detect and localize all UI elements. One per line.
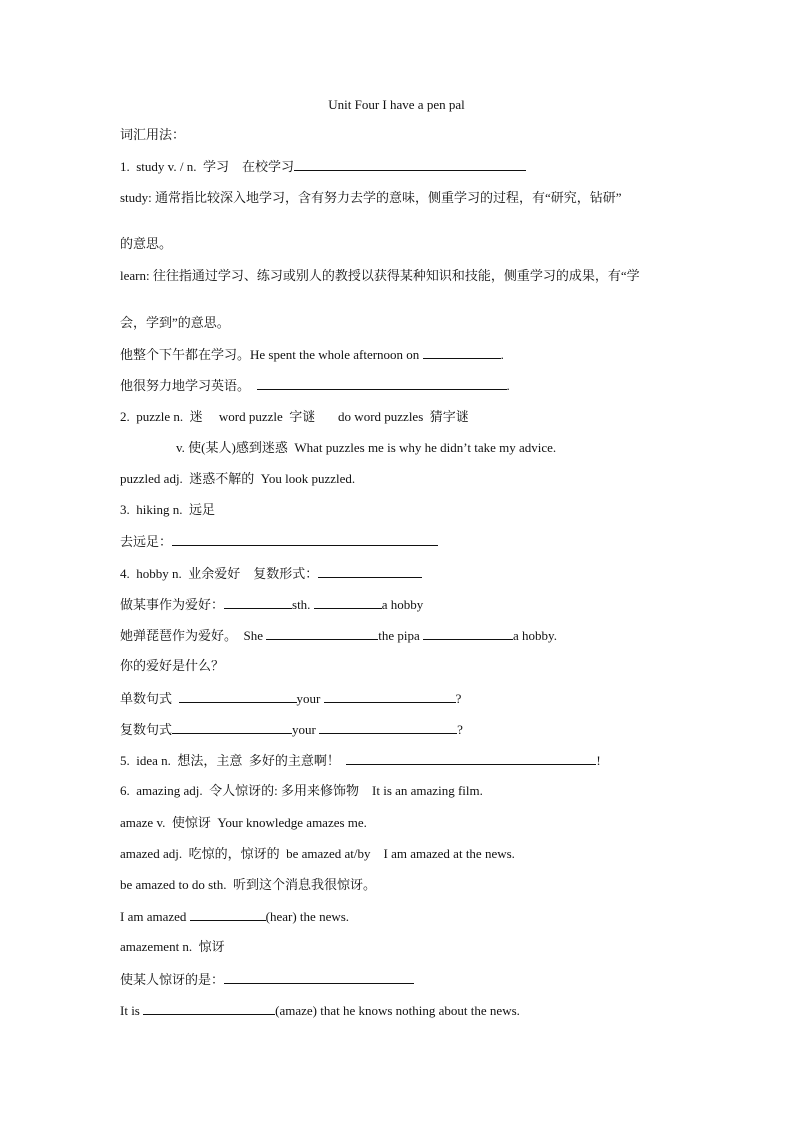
text-line: study: 通常指比较深入地学习，含有努力去学的意味，侧重学习的过程，有“研究，钻研” (120, 190, 622, 205)
answer-blank[interactable] (224, 596, 292, 609)
answer-blank[interactable] (224, 971, 414, 984)
text-line: 她弹琵琶作为爱好。 She the pipa a hobby. (120, 628, 557, 643)
answer-blank[interactable] (172, 721, 292, 734)
text-line: I am amazed (hear) the news. (120, 909, 350, 924)
text-line: 会，学到”的意思。 (120, 315, 230, 330)
text-line: 的意思。 (120, 236, 173, 251)
text-line: be amazed to do sth. 听到这个消息我很惊讶。 (120, 877, 376, 892)
answer-blank[interactable] (294, 158, 526, 171)
text-line: 5. idea n. 想法，主意 多好的主意啊！ ! (120, 753, 601, 768)
text-line: 3. hiking n. 远足 (120, 502, 215, 517)
text-line: amazed adj. 吃惊的，惊讶的 be amazed at/by I am amazed at the news. (120, 846, 515, 861)
answer-blank[interactable] (346, 752, 596, 765)
text-line: amaze v. 使惊讶 Your knowledge amazes me. (120, 815, 367, 830)
text-line: 使某人惊讶的是： (120, 971, 414, 988)
answer-blank[interactable] (179, 690, 297, 703)
text-line: 他很努力地学习英语。 . (120, 378, 510, 393)
answer-blank[interactable] (190, 908, 266, 921)
text-line: 复数句式 your ? (120, 722, 463, 737)
answer-blank[interactable] (266, 627, 378, 640)
text-line: puzzled adj. 迷惑不解的 You look puzzled. (120, 471, 356, 486)
answer-blank[interactable] (314, 596, 382, 609)
text-line: 4. hobby n. 业余爱好 复数形式： (120, 565, 422, 582)
answer-blank[interactable] (319, 721, 457, 734)
text-line: 去远足： (120, 533, 438, 550)
answer-blank[interactable] (318, 565, 422, 578)
text-line: 1. study v. / n. 学习 在校学习 (120, 158, 526, 175)
text-line: 做某事作为爱好： sth. a hobby (120, 597, 424, 612)
answer-blank[interactable] (143, 1002, 275, 1015)
text-line: v. 使(某人)感到迷惑 What puzzles me is why he didn’t take my advice. (176, 440, 557, 455)
text-line: learn: 往往指通过学习、练习或别人的教授以获得某种知识和技能，侧重学习的成果，有“学 (120, 268, 640, 283)
answer-blank[interactable] (423, 346, 501, 359)
text-line: amazement n. 惊讶 (120, 939, 225, 954)
page-title: Unit Four I have a pen pal (328, 97, 465, 112)
answer-blank[interactable] (172, 533, 438, 546)
answer-blank[interactable] (423, 627, 513, 640)
answer-blank[interactable] (257, 377, 507, 390)
text-line: 他整个下午都在学习。He spent the whole afternoon on . (120, 347, 504, 362)
text-line: It is (amaze) that he knows nothing about the news. (120, 1003, 520, 1018)
text-line: 你的爱好是什么？ (120, 658, 225, 673)
text-line: 词汇用法： (120, 127, 186, 142)
text-line: 2. puzzle n. 迷 word puzzle 字谜 do word puzzles 猜字谜 (120, 409, 469, 424)
text-line: 单数句式 your ? (120, 691, 462, 706)
text-line: 6. amazing adj. 令人惊讶的: 多用来修饰物 It is an amazing film. (120, 783, 483, 798)
answer-blank[interactable] (324, 690, 456, 703)
